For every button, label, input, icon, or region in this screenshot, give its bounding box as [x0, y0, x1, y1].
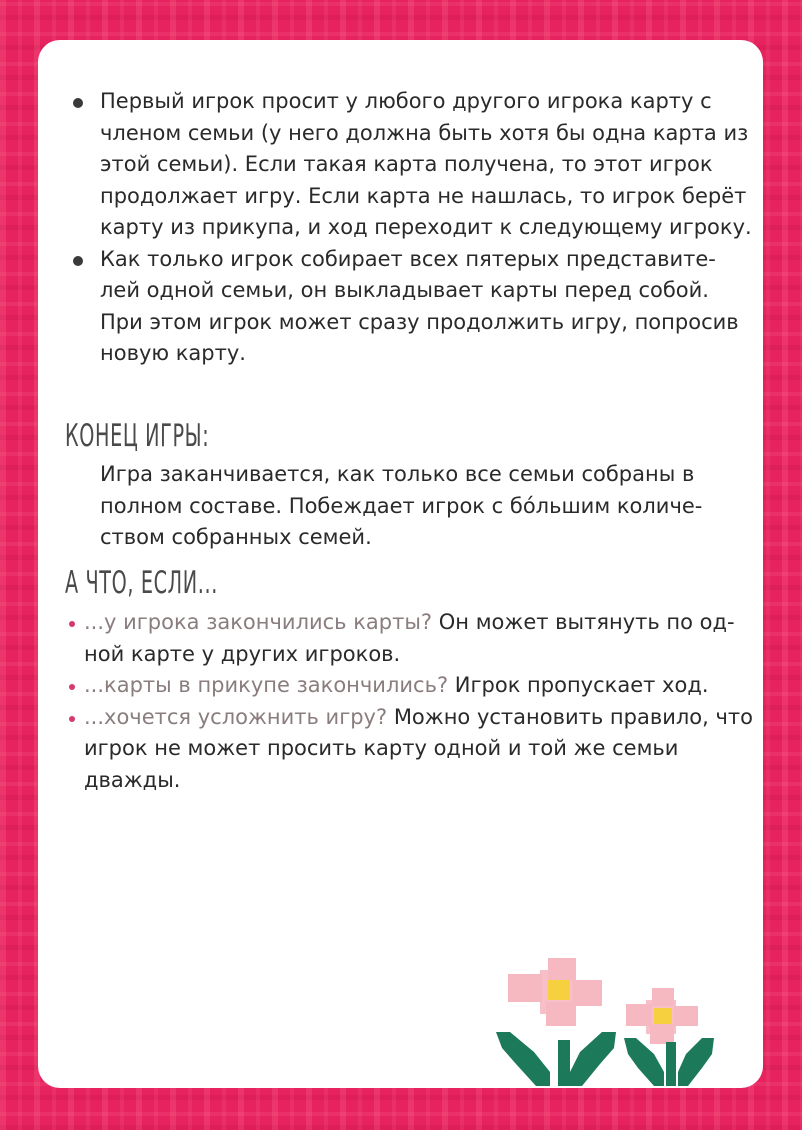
end-game-heading: КОНЕЦ ИГРЫ: — [65, 418, 210, 454]
what-if-item — [65, 702, 755, 797]
rules-card — [38, 40, 763, 1088]
what-if-answer: Он может вытянуть по од-ной карте у других игроков. — [84, 610, 735, 666]
flower-leaves — [624, 1038, 714, 1086]
flower-leaves — [496, 1032, 616, 1086]
rule-bullet-1: Первый игрок просит у любого другого игрока карту с членом семьи (у него должна быть хотя бы одна карта из этой семьи). Если такая карта получена, то этот игрок продолжает игру. Если карта не нашлась, то игрок берёт карту из прикупа, и ход переходит к следующему игроку. — [63, 86, 753, 244]
what-if-item — [65, 670, 755, 702]
what-if-heading: А ЧТО, ЕСЛИ... — [65, 565, 218, 601]
what-if-question: ...у игрока закончились карты? — [84, 610, 433, 634]
what-if-question: ...карты в прикупе закончились? — [84, 673, 449, 697]
rules-bullet-list — [63, 86, 753, 370]
end-game-text: Игра заканчивается, как только все семьи собраны в полном составе. Побеждает игрок с бóльшим количе-ством собранных семей. — [100, 462, 703, 549]
flower-large — [496, 958, 616, 1086]
what-if-answer: Можно установить правило, что игрок не может просить карту одной и той же семьи дважды. — [84, 704, 753, 792]
pixel-flowers-illustration — [496, 950, 726, 1088]
what-if-list — [65, 607, 755, 796]
flower-small — [624, 988, 714, 1086]
what-if-item — [65, 607, 755, 670]
what-if-answer: Игрок пропускает ход. — [448, 673, 709, 697]
flower-center — [654, 1008, 672, 1024]
what-if-question: ...хочется усложнить игру? — [84, 704, 388, 729]
rule-bullet-2: Как только игрок собирает всех пятерых представите-лей одной семьи, он выкладывает карты перед собой. При этом игрок может сразу продолжить игру, попросив новую карту. — [63, 244, 753, 370]
flower-center — [548, 980, 570, 1000]
